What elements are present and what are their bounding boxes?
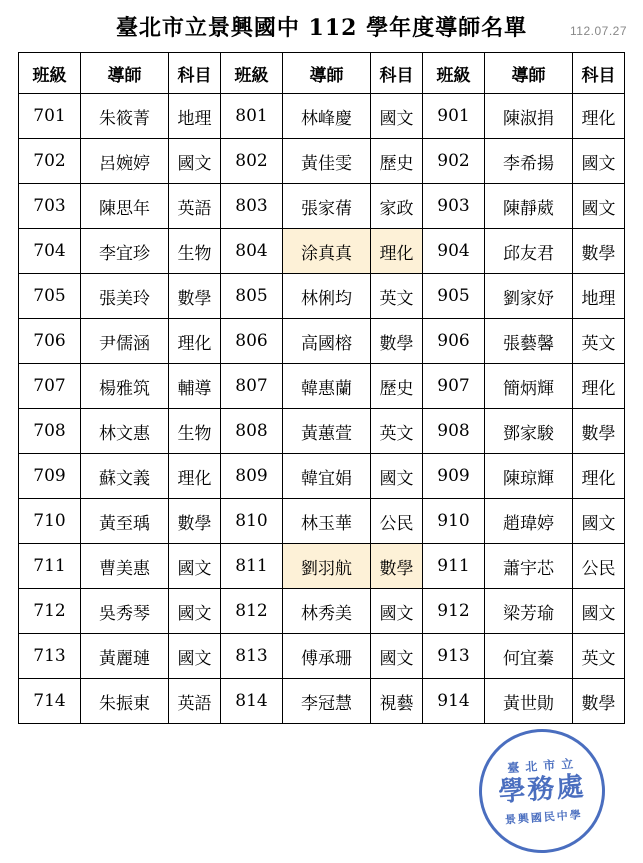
official-seal <box>475 725 609 857</box>
column-header: 導師 <box>81 53 169 94</box>
table-cell: 數學 <box>169 274 221 319</box>
table-cell: 林秀美 <box>283 589 371 634</box>
table-cell: 英文 <box>371 409 423 454</box>
table-cell: 張美玲 <box>81 274 169 319</box>
table-cell: 陳思年 <box>81 184 169 229</box>
table-row <box>19 679 625 724</box>
table-cell: 703 <box>19 184 81 229</box>
table-body <box>19 94 625 724</box>
table-cell: 梁芳瑜 <box>485 589 573 634</box>
table-cell: 呂婉婷 <box>81 139 169 184</box>
table-cell: 韓宜娟 <box>283 454 371 499</box>
table-row <box>19 94 625 139</box>
table-cell: 810 <box>221 499 283 544</box>
column-header: 班級 <box>19 53 81 94</box>
table-cell: 801 <box>221 94 283 139</box>
table-cell: 朱振東 <box>81 679 169 724</box>
table-cell: 英語 <box>169 679 221 724</box>
table-cell: 808 <box>221 409 283 454</box>
table-row <box>19 589 625 634</box>
table-cell: 704 <box>19 229 81 274</box>
table-cell: 711 <box>19 544 81 589</box>
column-header: 科目 <box>573 53 625 94</box>
table-cell: 地理 <box>169 94 221 139</box>
table-cell: 國文 <box>169 634 221 679</box>
table-cell: 903 <box>423 184 485 229</box>
column-header: 班級 <box>423 53 485 94</box>
table-cell: 理化 <box>573 94 625 139</box>
table-cell: 數學 <box>573 679 625 724</box>
table-cell: 林俐均 <box>283 274 371 319</box>
table-cell: 國文 <box>371 94 423 139</box>
column-header: 班級 <box>221 53 283 94</box>
table-cell: 黃蕙萱 <box>283 409 371 454</box>
table-cell: 趙瑋婷 <box>485 499 573 544</box>
table-cell: 李宜珍 <box>81 229 169 274</box>
table-cell: 909 <box>423 454 485 499</box>
table-cell: 710 <box>19 499 81 544</box>
table-cell: 李希揚 <box>485 139 573 184</box>
table-cell: 生物 <box>169 229 221 274</box>
table-cell: 國文 <box>169 139 221 184</box>
table-cell: 907 <box>423 364 485 409</box>
table-cell: 數學 <box>169 499 221 544</box>
table-cell: 何宜蓁 <box>485 634 573 679</box>
table-cell: 陳琼輝 <box>485 454 573 499</box>
column-header: 導師 <box>485 53 573 94</box>
table-cell: 涂真真 <box>283 229 371 274</box>
table-cell: 楊雅筑 <box>81 364 169 409</box>
table-cell: 國文 <box>169 589 221 634</box>
column-header: 科目 <box>371 53 423 94</box>
table-cell: 吳秀琴 <box>81 589 169 634</box>
table-cell: 數學 <box>371 319 423 364</box>
table-cell: 國文 <box>573 589 625 634</box>
table-cell: 707 <box>19 364 81 409</box>
table-header-row <box>19 53 625 94</box>
column-header: 導師 <box>283 53 371 94</box>
table-cell: 913 <box>423 634 485 679</box>
table-cell: 張家蒨 <box>283 184 371 229</box>
table-cell: 數學 <box>573 409 625 454</box>
table-cell: 702 <box>19 139 81 184</box>
table-cell: 李冠慧 <box>283 679 371 724</box>
table-cell: 黃佳雯 <box>283 139 371 184</box>
table-row <box>19 454 625 499</box>
table-row <box>19 139 625 184</box>
table-cell: 鄧家駿 <box>485 409 573 454</box>
table-cell: 理化 <box>169 454 221 499</box>
table-row <box>19 364 625 409</box>
table-cell: 811 <box>221 544 283 589</box>
table-cell: 陳靜葳 <box>485 184 573 229</box>
table-cell: 國文 <box>371 634 423 679</box>
table-cell: 傅承珊 <box>283 634 371 679</box>
table-cell: 林玉華 <box>283 499 371 544</box>
table-cell: 公民 <box>371 499 423 544</box>
table-cell: 蘇文義 <box>81 454 169 499</box>
table-cell: 國文 <box>371 454 423 499</box>
table-cell: 706 <box>19 319 81 364</box>
seal-main-text: 學務處 <box>497 771 587 809</box>
table-cell: 英文 <box>573 634 625 679</box>
table-cell: 理化 <box>573 364 625 409</box>
document-header <box>0 0 643 52</box>
seal-top-text: 臺北市立 <box>506 756 580 776</box>
table-cell: 709 <box>19 454 81 499</box>
table-cell: 809 <box>221 454 283 499</box>
table-cell: 708 <box>19 409 81 454</box>
table-cell: 812 <box>221 589 283 634</box>
table-cell: 705 <box>19 274 81 319</box>
table-cell: 生物 <box>169 409 221 454</box>
table-row <box>19 409 625 454</box>
table-cell: 901 <box>423 94 485 139</box>
table-cell: 數學 <box>371 544 423 589</box>
table-row <box>19 634 625 679</box>
table-cell: 輔導 <box>169 364 221 409</box>
table-cell: 英文 <box>371 274 423 319</box>
table-cell: 國文 <box>371 589 423 634</box>
table-cell: 蕭宇芯 <box>485 544 573 589</box>
page-title: 臺北市立景興國中 112 學年度導師名單 <box>115 14 528 41</box>
table-cell: 理化 <box>169 319 221 364</box>
table-cell: 906 <box>423 319 485 364</box>
table-row <box>19 184 625 229</box>
homeroom-teacher-table <box>18 52 625 724</box>
table-cell: 尹儒涵 <box>81 319 169 364</box>
table-cell: 904 <box>423 229 485 274</box>
table-cell: 912 <box>423 589 485 634</box>
table-cell: 歷史 <box>371 139 423 184</box>
table-cell: 理化 <box>371 229 423 274</box>
table-cell: 公民 <box>573 544 625 589</box>
table-cell: 805 <box>221 274 283 319</box>
table-row <box>19 274 625 319</box>
table-cell: 910 <box>423 499 485 544</box>
table-cell: 714 <box>19 679 81 724</box>
table-cell: 劉羽航 <box>283 544 371 589</box>
table-cell: 林峰慶 <box>283 94 371 139</box>
table-cell: 黃世勛 <box>485 679 573 724</box>
table-cell: 806 <box>221 319 283 364</box>
table-cell: 理化 <box>573 454 625 499</box>
table-cell: 國文 <box>169 544 221 589</box>
table-cell: 911 <box>423 544 485 589</box>
table-cell: 數學 <box>573 229 625 274</box>
table-cell: 簡炳輝 <box>485 364 573 409</box>
table-cell: 802 <box>221 139 283 184</box>
table-cell: 高國榕 <box>283 319 371 364</box>
table-cell: 807 <box>221 364 283 409</box>
table-cell: 804 <box>221 229 283 274</box>
table-cell: 韓惠蘭 <box>283 364 371 409</box>
table-cell: 國文 <box>573 139 625 184</box>
table-cell: 歷史 <box>371 364 423 409</box>
seal-bottom-text: 景興國民中學 <box>504 807 584 827</box>
table-cell: 803 <box>221 184 283 229</box>
table-row <box>19 499 625 544</box>
table-cell: 曹美惠 <box>81 544 169 589</box>
table-cell: 908 <box>423 409 485 454</box>
table-cell: 家政 <box>371 184 423 229</box>
table-cell: 林文惠 <box>81 409 169 454</box>
table-cell: 黃至瑀 <box>81 499 169 544</box>
table-cell: 905 <box>423 274 485 319</box>
table-cell: 914 <box>423 679 485 724</box>
table-cell: 陳淑捐 <box>485 94 573 139</box>
table-cell: 國文 <box>573 499 625 544</box>
table-cell: 701 <box>19 94 81 139</box>
table-cell: 張藝馨 <box>485 319 573 364</box>
table-cell: 902 <box>423 139 485 184</box>
column-header: 科目 <box>169 53 221 94</box>
table-row <box>19 319 625 364</box>
table-cell: 黃麗璉 <box>81 634 169 679</box>
table-cell: 英文 <box>573 319 625 364</box>
table-row <box>19 544 625 589</box>
table-cell: 劉家妤 <box>485 274 573 319</box>
table-cell: 814 <box>221 679 283 724</box>
table-cell: 視藝 <box>371 679 423 724</box>
table-cell: 712 <box>19 589 81 634</box>
table-cell: 813 <box>221 634 283 679</box>
table-cell: 朱筱菁 <box>81 94 169 139</box>
document-date: 112.07.27 <box>570 24 627 38</box>
table-cell: 英語 <box>169 184 221 229</box>
table-row <box>19 229 625 274</box>
table-cell: 地理 <box>573 274 625 319</box>
table-cell: 邱友君 <box>485 229 573 274</box>
table-cell: 713 <box>19 634 81 679</box>
table-cell: 國文 <box>573 184 625 229</box>
